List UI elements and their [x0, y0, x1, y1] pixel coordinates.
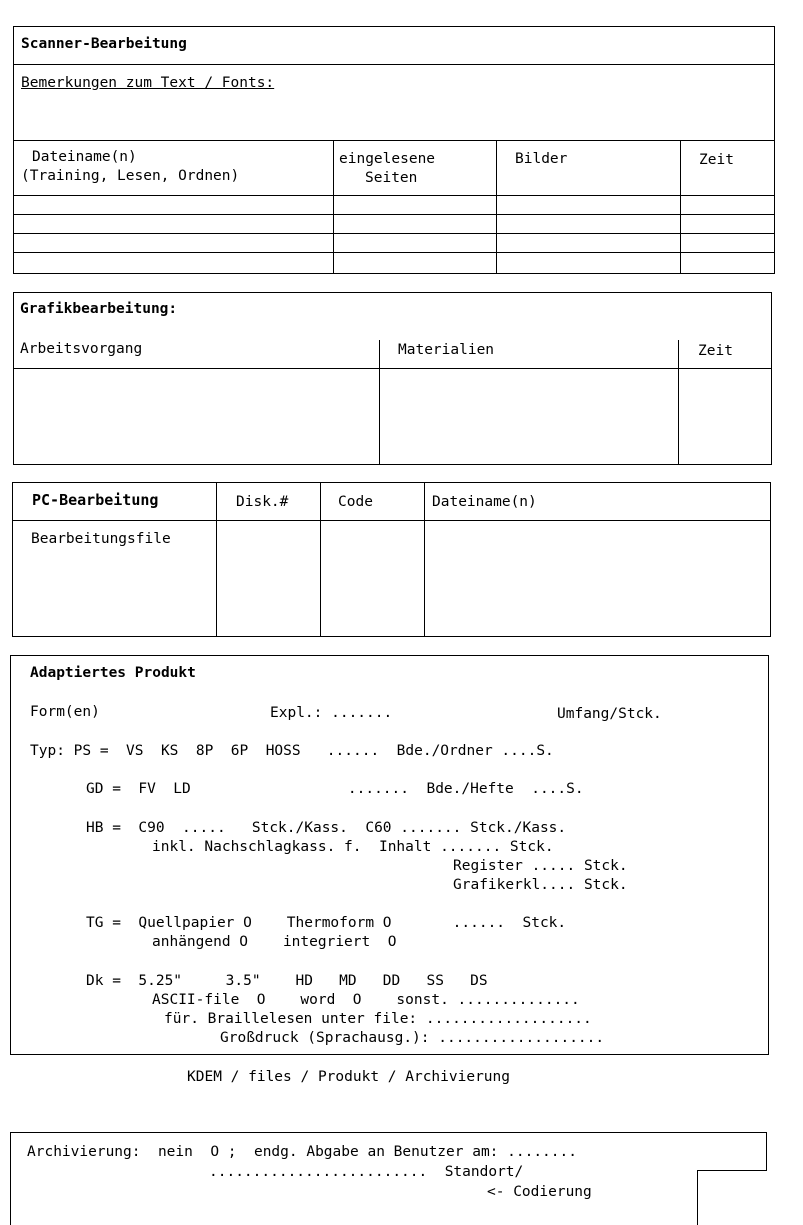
footer-path: KDEM / files / Produkt / Archivierung	[187, 1069, 511, 1085]
archive-line-3: <- Codierung	[487, 1184, 592, 1200]
divider	[13, 140, 775, 141]
archive-border-left	[10, 1132, 11, 1225]
col-disk-header: Disk.#	[236, 494, 289, 510]
tg-line-2: anhängend O integriert O	[152, 934, 397, 950]
grafik-section	[13, 292, 772, 465]
col-divider	[496, 140, 497, 274]
hb-line-3: Register ..... Stck.	[453, 858, 628, 874]
archive-border-inner	[697, 1170, 698, 1225]
col-divider	[678, 340, 679, 465]
col-divider	[680, 140, 681, 274]
archive-border-right	[766, 1132, 767, 1170]
dk-line-1: Dk = 5.25" 3.5" HD MD DD SS DS	[86, 973, 488, 989]
dk-line-3: für. Braillelesen unter file: ...................	[164, 1011, 592, 1027]
dk-line-4: Großdruck (Sprachausg.): ...................	[220, 1030, 605, 1046]
col-images-header: Bilder	[515, 151, 568, 167]
archive-border-step	[697, 1170, 767, 1171]
umfang-field: Umfang/Stck.	[557, 706, 662, 722]
pc-title: PC-Bearbeitung	[32, 491, 159, 509]
col-files-header: Dateiname(n)	[32, 149, 137, 165]
product-title: Adaptiertes Produkt	[30, 665, 196, 681]
archive-line-2: ......................... Standort/	[209, 1164, 524, 1180]
archive-line-1: Archivierung: nein O ; endg. Abgabe an Benutzer am: ........	[27, 1144, 577, 1160]
gd-line: GD = FV LD ....... Bde./Hefte ....S.	[86, 781, 584, 797]
scanner-title: Scanner-Bearbeitung	[21, 36, 187, 52]
col-pages-header: eingelesene	[339, 151, 436, 167]
grafik-title: Grafikbearbeitung:	[20, 301, 178, 317]
hb-line-4: Grafikerkl.... Stck.	[453, 877, 628, 893]
col-materials-header: Materialien	[398, 342, 495, 358]
col-divider	[320, 482, 321, 637]
col-files-header: Dateiname(n)	[432, 494, 537, 510]
remarks-label: Bemerkungen zum Text / Fonts:	[21, 75, 275, 91]
table-row	[13, 252, 775, 253]
col-pages-header-sub: Seiten	[365, 170, 418, 186]
divider	[13, 64, 775, 65]
form-label: Form(en)	[30, 704, 100, 720]
divider	[13, 368, 772, 369]
col-divider	[216, 482, 217, 637]
hb-line-2: inkl. Nachschlagkass. f. Inhalt ....... Stck.	[152, 839, 554, 855]
col-files-header-sub: (Training, Lesen, Ordnen)	[21, 168, 240, 184]
col-divider	[379, 340, 380, 465]
divider	[12, 520, 771, 521]
table-row	[13, 214, 775, 215]
col-time-header: Zeit	[698, 343, 733, 359]
table-row	[13, 233, 775, 234]
typ-line: Typ: PS = VS KS 8P 6P HOSS ...... Bde./Ordner ....S.	[30, 743, 554, 759]
col-divider	[333, 140, 334, 274]
col-process-header: Arbeitsvorgang	[20, 341, 143, 357]
archive-border-top	[10, 1132, 767, 1133]
table-row	[13, 195, 775, 196]
dk-line-2: ASCII-file O word O sonst. ..............	[152, 992, 580, 1008]
hb-line-1: HB = C90 ..... Stck./Kass. C60 ....... Stck./Kass.	[86, 820, 567, 836]
col-time-header: Zeit	[699, 152, 734, 168]
tg-line-1: TG = Quellpapier O Thermoform O ...... Stck.	[86, 915, 567, 931]
col-divider	[424, 482, 425, 637]
expl-field: Expl.: .......	[270, 705, 393, 721]
col-code-header: Code	[338, 494, 373, 510]
row-label: Bearbeitungsfile	[31, 531, 171, 547]
